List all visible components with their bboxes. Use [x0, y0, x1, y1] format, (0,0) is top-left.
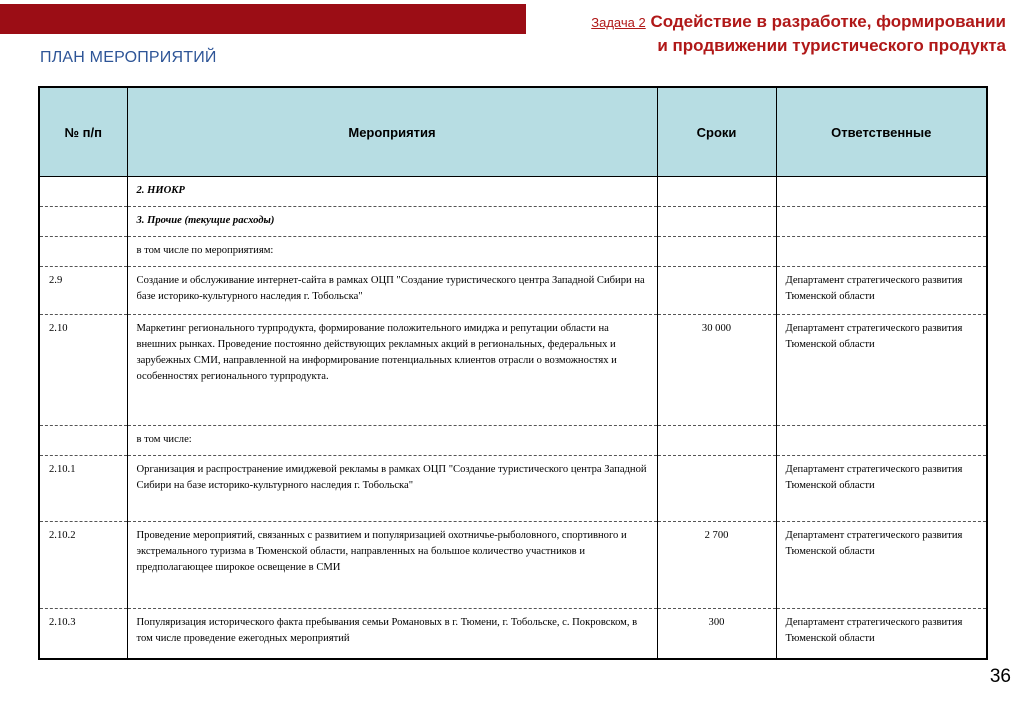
table-row	[39, 207, 987, 237]
cell-num: 2.9	[39, 267, 127, 315]
cell-num	[39, 177, 127, 207]
cell-term	[657, 237, 776, 267]
table-header-row	[39, 87, 987, 177]
page-number: 36	[989, 666, 1011, 687]
cell-term: 2 700	[657, 522, 776, 609]
title-line-1	[591, 10, 1006, 34]
cell-num: 2.10	[39, 315, 127, 426]
table-row	[39, 426, 987, 456]
cell-responsible	[776, 426, 987, 456]
cell-responsible: Департамент стратегического развития Тюменской области	[776, 267, 987, 315]
title-line-2: и продвижении туристического продукта	[657, 36, 1006, 55]
cell-event: 3. Прочие (текущие расходы)	[127, 207, 657, 237]
cell-responsible: Департамент стратегического развития Тюменской области	[776, 522, 987, 609]
cell-event: Создание и обслуживание интернет-сайта в рамках ОЦП "Создание туристического центра Западной Сибири на базе историко-культурного наследия г. Тобольска"	[127, 267, 657, 315]
column-header-event: Мероприятия	[127, 87, 657, 177]
column-header-term: Сроки	[657, 87, 776, 177]
cell-term	[657, 177, 776, 207]
cell-num	[39, 207, 127, 237]
cell-event: Проведение мероприятий, связанных с развитием и популяризацией охотничье-рыболовного, спортивного и экстремального туризма в Тюменской области, направленных на большое количество участников и предполагающее широкое освещение в СМИ	[127, 522, 657, 609]
cell-term: 30 000	[657, 315, 776, 426]
cell-num: 2.10.3	[39, 609, 127, 659]
cell-responsible	[776, 207, 987, 237]
table-row	[39, 237, 987, 267]
cell-term	[657, 207, 776, 237]
cell-responsible: Департамент стратегического развития Тюменской области	[776, 609, 987, 659]
cell-term: 300	[657, 609, 776, 659]
cell-responsible	[776, 237, 987, 267]
cell-term	[657, 267, 776, 315]
header-accent-bar	[0, 4, 526, 34]
cell-num: 2.10.1	[39, 456, 127, 522]
task-label: Задача 2	[591, 15, 646, 30]
cell-responsible: Департамент стратегического развития Тюменской области	[776, 315, 987, 426]
column-header-num: № п/п	[39, 87, 127, 177]
cell-responsible: Департамент стратегического развития Тюменской области	[776, 456, 987, 522]
table-row	[39, 177, 987, 207]
plan-table-container	[38, 86, 986, 660]
title-text-1: Содействие в разработке, формировании	[650, 12, 1006, 31]
cell-num	[39, 426, 127, 456]
cell-term	[657, 426, 776, 456]
plan-table	[38, 86, 988, 660]
slide-title	[591, 10, 1006, 57]
table-row	[39, 522, 987, 609]
cell-responsible	[776, 177, 987, 207]
cell-event: 2. НИОКР	[127, 177, 657, 207]
table-row	[39, 609, 987, 659]
cell-event: Организация и распространение имиджевой рекламы в рамках ОЦП "Создание туристического центра Западной Сибири на базе историко-культурного наследия г. Тобольска"	[127, 456, 657, 522]
cell-num	[39, 237, 127, 267]
table-row	[39, 267, 987, 315]
cell-term	[657, 456, 776, 522]
cell-event: Маркетинг регионального турпродукта, формирование положительного имиджа и репутации области на внешних рынках. Проведение постоянно действующих рекламных акций в региональных, федеральных и зарубежных СМИ, направленной на информирование потенциальных клиентов отрасли о возможностях и особенностях регионального турпродукта.	[127, 315, 657, 426]
cell-event: в том числе:	[127, 426, 657, 456]
table-row	[39, 315, 987, 426]
cell-event: Популяризация исторического факта пребывания семьи Романовых в г. Тюмени, г. Тобольске, с. Покровском, в том числе проведение ежегодных мероприятий	[127, 609, 657, 659]
table-row	[39, 456, 987, 522]
cell-num: 2.10.2	[39, 522, 127, 609]
cell-event: в том числе по мероприятиям:	[127, 237, 657, 267]
column-header-responsible: Ответственные	[776, 87, 987, 177]
plan-heading: ПЛАН МЕРОПРИЯТИЙ	[40, 49, 217, 66]
